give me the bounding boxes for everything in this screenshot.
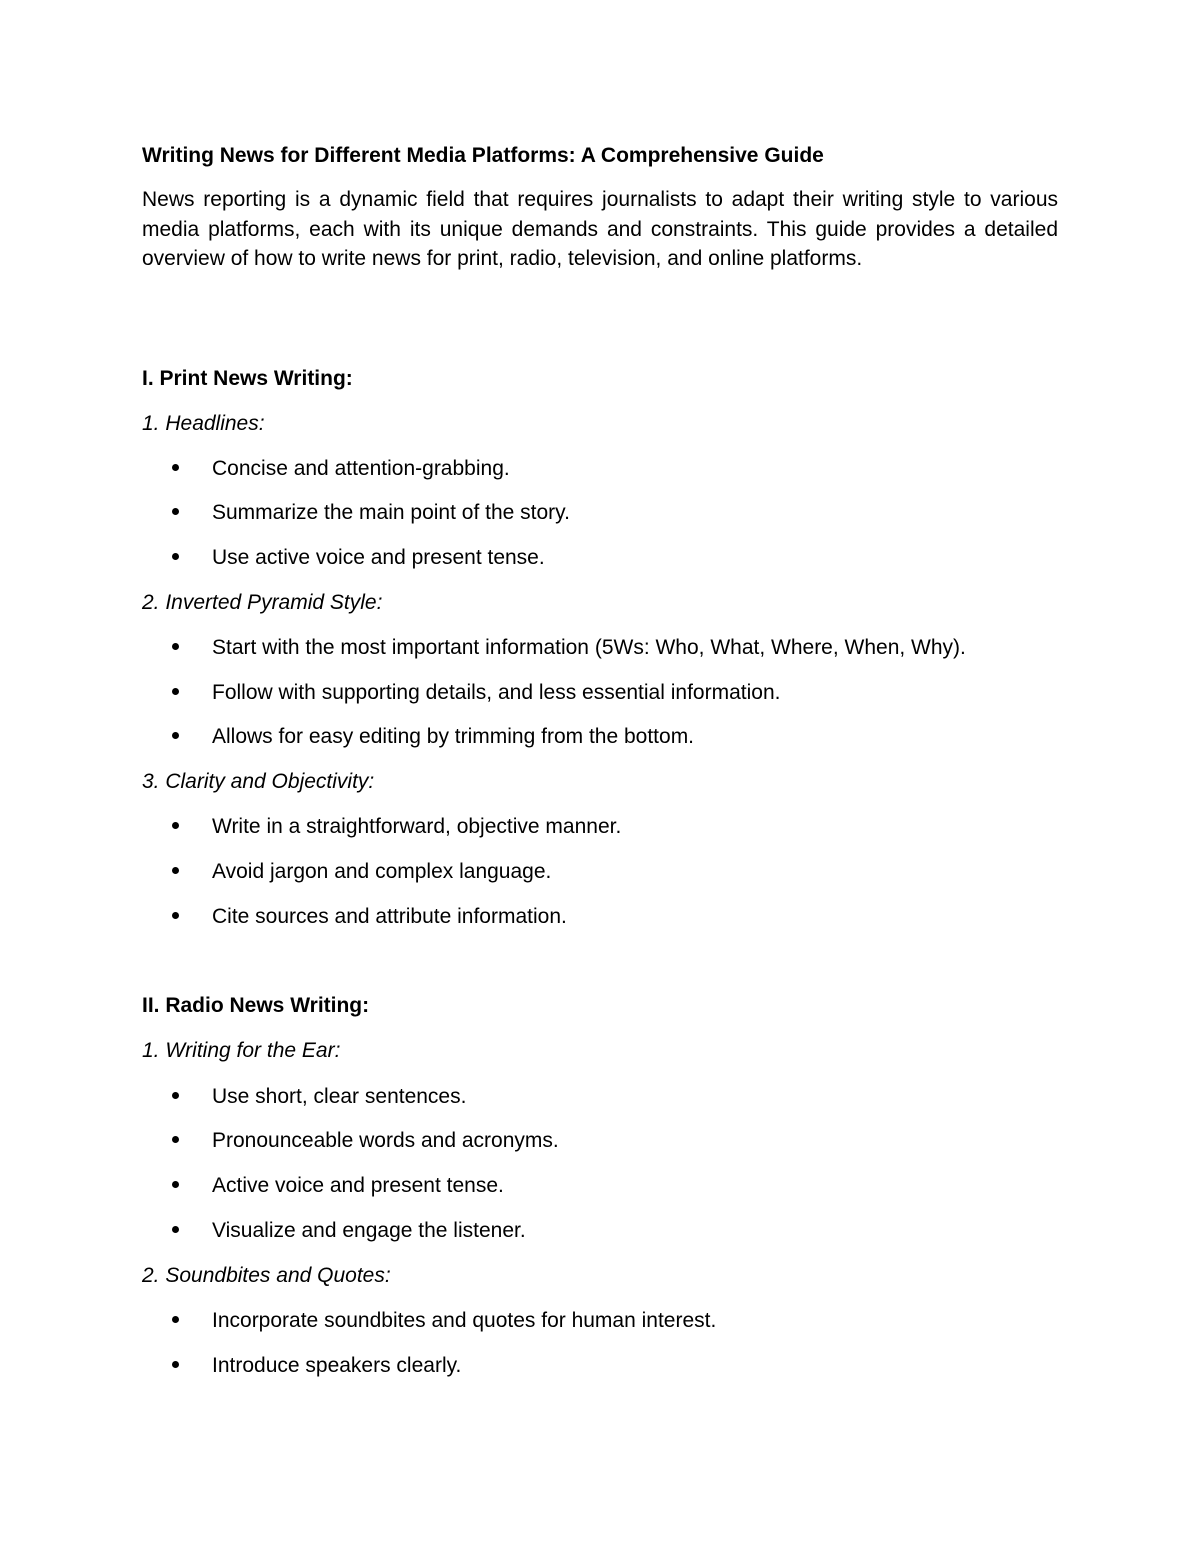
list-item: Pronounceable words and acronyms. [172,1126,179,1155]
bullet-icon [172,1092,179,1099]
intro-paragraph: News reporting is a dynamic field that requires journalists to adapt their writing style to various media platforms, each with its unique demands and constraints. This guide provides a detailed overview of how to write news for print, radio, television, and online platforms. [142,188,1058,270]
list-item: Write in a straightforward, objective manner. [172,812,179,841]
bullet-icon [172,688,179,695]
list-item: Introduce speakers clearly. [172,1351,179,1380]
list-item: Active voice and present tense. [172,1171,179,1200]
subheading-soundbites: 2. Soundbites and Quotes: [142,1264,391,1287]
bullet-icon [172,822,179,829]
bullet-icon [172,732,179,739]
list-item: Concise and attention-grabbing. [172,454,179,483]
document-title: Writing News for Different Media Platforms: A Comprehensive Guide [142,144,824,167]
bullet-icon [172,508,179,515]
subheading-headlines: 1. Headlines: [142,412,265,435]
list-item: Start with the most important information (5Ws: Who, What, Where, When, Why). [172,633,179,662]
bullet-icon [172,464,179,471]
bullet-icon [172,1316,179,1323]
list-item: Use short, clear sentences. [172,1082,179,1111]
list-item: Follow with supporting details, and less essential information. [172,678,179,707]
bullet-icon [172,1226,179,1233]
section-heading-print: I. Print News Writing: [142,367,353,390]
list-item: Use active voice and present tense. [172,543,179,572]
subheading-clarity: 3. Clarity and Objectivity: [142,770,375,793]
list-item: Incorporate soundbites and quotes for human interest. [172,1306,179,1335]
bullet-icon [172,1181,179,1188]
bullet-icon [172,1136,179,1143]
list-item: Avoid jargon and complex language. [172,857,179,886]
bullet-icon [172,643,179,650]
bullet-icon [172,553,179,560]
list-item: Cite sources and attribute information. [172,902,179,931]
list-item: Visualize and engage the listener. [172,1216,179,1245]
bullet-icon [172,1361,179,1368]
list-item: Summarize the main point of the story. [172,498,179,527]
list-item: Allows for easy editing by trimming from the bottom. [172,722,179,751]
bullet-icon [172,912,179,919]
subheading-inverted-pyramid: 2. Inverted Pyramid Style: [142,591,383,614]
section-heading-radio: II. Radio News Writing: [142,994,370,1017]
subheading-writing-for-ear: 1. Writing for the Ear: [142,1039,341,1062]
bullet-icon [172,867,179,874]
